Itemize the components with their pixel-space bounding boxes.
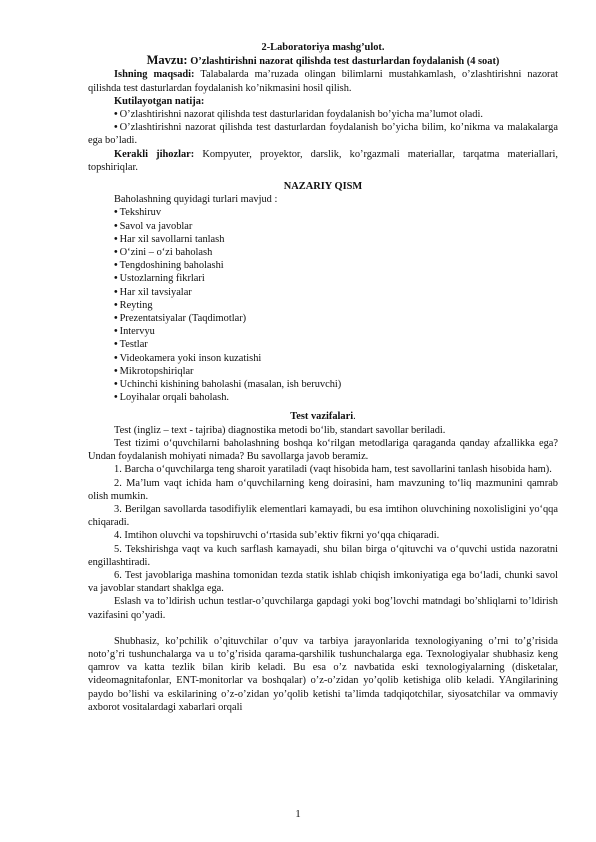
tasks-paragraph: Eslash va to’ldirish uchun testlar-o’quvchilarga gapdagi yoki bog’lovchi matndagi bo’shliqlarni to’ldirish vazifasini qo’yadi. (88, 596, 558, 621)
theory-item: • Har xil tavsiyalar (114, 286, 558, 299)
theory-item: • Intervyu (114, 325, 558, 338)
expected-item: • O’zlashtirishni nazorat qilishda test dasturlardan foydalanish bo’yicha bilim, ko’nikma va malakalarga ega bo’ladi. (88, 121, 558, 147)
topic-text: O’zlashtirishni nazorat qilishda test dasturlardan foydalanish (4 soat) (190, 56, 500, 68)
theory-item: • Tengdoshining baholashi (114, 259, 558, 272)
equipment-text: Kompyuter, proyektor, darslik, ko’rgazmali materiallar, tarqatma materiallari, topshiriqlar. (88, 148, 558, 173)
tasks-paragraph: 6. Test javoblariga mashina tomonidan tezda statik ishlab chiqish imkoniyatiga ega bo‘ladi, chunki savol va javoblar standart shaklga ega. (88, 569, 558, 595)
tasks-paragraph: Test tizimi o‘quvchilarni baholashning boshqa ko‘rilgan metodlariga qaraganda qanday afzallikka ega? Undan foydalanish mohiyati nimada? Bu savollarga javob beramiz. (88, 437, 558, 463)
tasks-paragraph: 4. Imtihon oluvchi va topshiruvchi o‘rtasida sub’ektiv fikrni yo‘qqa chiqaradi. (114, 530, 440, 542)
equipment-label: Kerakli jihozlar: (114, 148, 195, 160)
theory-item: • Ustozlarning fikrlari (114, 272, 558, 285)
theory-item: • Reyting (114, 299, 558, 312)
tasks-heading: Test vazifalari (290, 411, 354, 423)
equipment-paragraph (88, 148, 558, 174)
tasks-heading-line (88, 410, 558, 423)
tasks-heading-suffix: . (353, 411, 356, 423)
tasks-paragraph: 5. Tekshirishga vaqt va kuch sarflash kamayadi, shu bilan birga o‘qituvchi va o‘quvchi ustida nazoratni engillashtiradi. (88, 543, 558, 568)
purpose-text: Talabalarda ma’ruzada olingan bilimlarni mustahkamlash, o’zlashtirishni nazorat qilishda test dasturlardan foydalanish ko’nikmasini hosil qilish. (88, 69, 558, 94)
tasks-paragraph: 2. Ma’lum vaqt ichida ham o‘quvchilarning keng doirasini, ham mavzuning to‘liq mazmunini qamrab olish mumkin. (88, 477, 558, 502)
closing-paragraph: Shubhasiz, ko’pchilik o’qituvchilar o’quv va tarbiya jarayonlarida texnologiyaning o’rni to’g’risida noto’g’ri tushunchalarga va u to’g’risida qarama-qarshilik tushunchalarga ega. Texnologiyalar shubhasiz keng qamrov va katta tezlik bilan kirib keladi. Bu esa o’z navbatida eski texnologiyalarning (disketalar, videomagnitafonlar, ENT-monitorlar va boshqalar) o’z-o’zidan yo’qolib ketishiga olib keladi. YAngilarining paydo bo’lishi va eskilarining o’z-o’zidan yo’qolib ketishi ta’limda tadqiqotchilar, siyosatchilar va ommaviy axborot vositalardagi xabarlari orqali (88, 635, 558, 713)
theory-item: • Har xil savollarni tanlash (114, 233, 558, 246)
theory-item: • Prezentatsiyalar (Taqdimotlar) (114, 312, 558, 325)
theory-item: • Mikrotopshiriqlar (114, 365, 558, 378)
lab-heading: 2-Laboratoriya mashg’ulot. (261, 42, 385, 53)
expected-item: • O’zlashtirishni nazorat qilishda test dasturlaridan foydalanish bo’yicha ma’lumot oladi. (88, 108, 558, 121)
page-number: 1 (295, 808, 301, 820)
theory-item: • Loyihalar orqali baholash. (114, 391, 558, 404)
theory-heading: NAZARIY QISM (283, 181, 363, 193)
tasks-paragraph: Test (ingliz – text - tajriba) diagnostika metodi bo‘lib, standart savollar beriladi. (114, 424, 446, 436)
topic-label: Mavzu: (146, 53, 188, 68)
theory-intro: Baholashning quyidagi turlari mavjud : (114, 194, 278, 206)
tasks-paragraph: 3. Berilgan savollarda tasodifiylik elementlari kamayadi, bu esa imtihon oluvchining noxolisligini yo‘qqa chiqaradi. (88, 503, 558, 529)
theory-item: • Videokamera yoki inson kuzatishi (114, 352, 558, 365)
topic-line (88, 54, 558, 68)
purpose-paragraph (88, 68, 558, 94)
document-page (88, 41, 558, 714)
theory-item: • Savol va javoblar (114, 220, 558, 233)
theory-item: • O‘zini – o‘zi baholash (114, 246, 558, 259)
theory-item: • Tekshiruv (114, 206, 558, 219)
tasks-paragraph: 1. Barcha o‘quvchilarga teng sharoit yaratiladi (vaqt hisobida ham, test savollarini tanlash hisobida ham). (114, 464, 552, 476)
theory-item: • Uchinchi kishining baholashi (masalan, ish beruvchi) (114, 378, 558, 391)
expected-label: Kutilayotgan natija: (114, 95, 205, 107)
purpose-label: Ishning maqsadi: (114, 69, 195, 81)
theory-list (88, 193, 558, 404)
theory-item: • Testlar (114, 338, 558, 351)
